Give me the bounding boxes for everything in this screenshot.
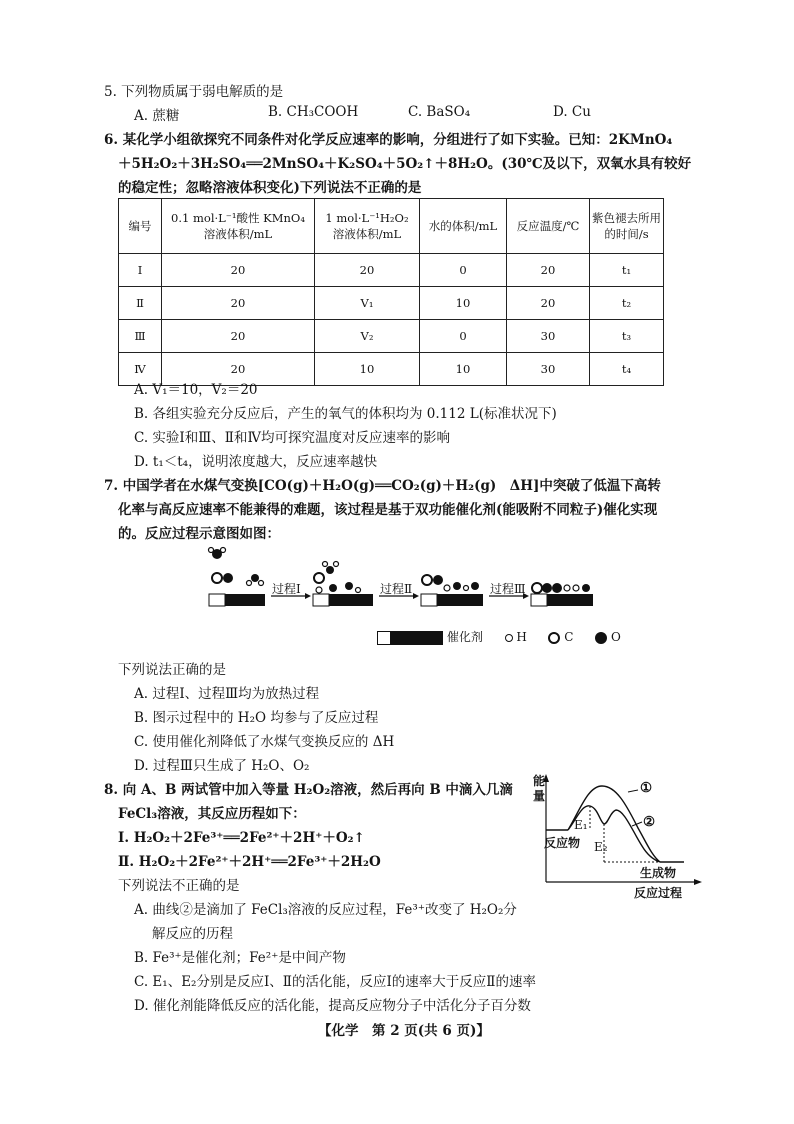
process-label-3: 过程Ⅲ bbox=[490, 582, 526, 596]
q8-option-c: C. E₁、E₂分别是反应Ⅰ、Ⅱ的活化能，反应Ⅰ的速率大于反应Ⅱ的速率 bbox=[134, 974, 536, 990]
catalyst-surface-1 bbox=[209, 573, 265, 606]
q8-option-d: D. 催化剂能降低反应的活化能，提高反应物分子中活化分子百分数 bbox=[134, 998, 531, 1014]
q6-line-3: 的稳定性；忽略溶液体积变化)下列说法不正确的是 bbox=[118, 180, 422, 196]
q5-option-c: C. BaSO₄ bbox=[408, 104, 471, 120]
table-header-cell: 水的体积/mL bbox=[420, 199, 507, 254]
e1-label: E₁ bbox=[574, 818, 588, 832]
table-header-row bbox=[119, 199, 664, 254]
q5-option-b: B. CH₃COOH bbox=[268, 104, 359, 120]
table-cell: Ⅳ bbox=[119, 353, 162, 386]
catalyst-surface-2 bbox=[313, 562, 373, 607]
diagram-legend bbox=[377, 628, 621, 645]
table-header-cell: 1 mol·L⁻¹H₂O₂ 溶液体积/mL bbox=[315, 199, 420, 254]
table-header-cell: 反应温度/℃ bbox=[507, 199, 590, 254]
table-cell: 10 bbox=[315, 353, 420, 386]
table-cell: 30 bbox=[507, 353, 590, 386]
legend-catalyst-label: 催化剂 bbox=[446, 630, 483, 644]
table-cell: t₁ bbox=[590, 254, 664, 287]
table-header-cell: 编号 bbox=[119, 199, 162, 254]
q6-option-b: B. 各组实验充分反应后，产生的氧气的体积均为 0.112 L(标准状况下) bbox=[134, 406, 557, 422]
e2-label: E₂ bbox=[594, 840, 608, 854]
q7-option-c: C. 使用催化剂降低了水煤气变换反应的 ΔH bbox=[134, 734, 395, 750]
x-axis-label: 反应过程 bbox=[634, 886, 683, 900]
arrow-head-icon bbox=[305, 593, 311, 599]
reactant-label: 反应物 bbox=[544, 836, 581, 850]
legend-h-label: H bbox=[516, 630, 527, 644]
table-cell: 20 bbox=[507, 254, 590, 287]
table-cell: 20 bbox=[507, 287, 590, 320]
product-label: 生成物 bbox=[640, 866, 677, 880]
catalyst-surface-4 bbox=[531, 583, 593, 606]
q8-reaction-1: Ⅰ. H₂O₂＋2Fe³⁺══2Fe²⁺＋2H⁺＋O₂↑ bbox=[118, 830, 365, 846]
legend-c-label: C bbox=[564, 630, 574, 644]
arrow-head-icon bbox=[413, 593, 419, 599]
q7-option-b: B. 图示过程中的 H₂O 均参与了反应过程 bbox=[134, 710, 379, 726]
table-cell: V₁ bbox=[315, 287, 420, 320]
table-cell: 30 bbox=[507, 320, 590, 353]
q8-stem: 下列说法不正确的是 bbox=[118, 878, 240, 894]
q8-option-b: B. Fe³⁺是催化剂；Fe²⁺是中间产物 bbox=[134, 950, 346, 966]
y-axis-label-2: 量 bbox=[533, 789, 546, 803]
process-label-2: 过程Ⅱ bbox=[380, 582, 413, 596]
q5-option-d: D. Cu bbox=[553, 104, 591, 120]
legend-o-label: O bbox=[610, 630, 621, 644]
q7-line-3: 的。反应过程示意图如图： bbox=[118, 526, 280, 542]
table-row bbox=[119, 287, 664, 320]
q7-line-1: 7. 中国学者在水煤气变换[CO(g)＋H₂O(g)══CO₂(g)＋H₂(g) ΔH]中突破了低温下高转 bbox=[104, 478, 661, 494]
catalyst-legend-icon bbox=[377, 631, 391, 645]
table-row bbox=[119, 320, 664, 353]
table-cell: 10 bbox=[420, 287, 507, 320]
process-label-1: 过程Ⅰ bbox=[272, 582, 301, 596]
table-cell: t₄ bbox=[590, 353, 664, 386]
table-cell: V₂ bbox=[315, 320, 420, 353]
table-cell: 10 bbox=[420, 353, 507, 386]
table-cell: 20 bbox=[162, 254, 315, 287]
experiment-table bbox=[118, 198, 664, 386]
table-cell: Ⅱ bbox=[119, 287, 162, 320]
q6-option-d: D. t₁＜t₄，说明浓度越大，反应速率越快 bbox=[134, 454, 378, 470]
table-row bbox=[119, 254, 664, 287]
water-molecule-icon bbox=[209, 548, 226, 560]
table-cell: Ⅲ bbox=[119, 320, 162, 353]
table-cell: t₃ bbox=[590, 320, 664, 353]
table-cell: 20 bbox=[162, 353, 315, 386]
curve-2-label: ② bbox=[643, 814, 656, 830]
table-cell: 0 bbox=[420, 254, 507, 287]
q8-option-a-line-1: A. 曲线②是滴加了 FeCl₃溶液的反应过程，Fe³⁺改变了 H₂O₂分 bbox=[134, 902, 517, 918]
table-cell: 0 bbox=[420, 320, 507, 353]
curve-1-leader bbox=[628, 790, 638, 792]
q6-line-2: ＋5H₂O₂＋3H₂SO₄══2MnSO₄＋K₂SO₄＋5O₂↑＋8H₂O。(30℃及以下，双氧水具有较好 bbox=[118, 156, 692, 172]
y-axis-label-1: 能 bbox=[533, 774, 546, 788]
table-cell: 20 bbox=[162, 287, 315, 320]
table-cell: 20 bbox=[315, 254, 420, 287]
x-axis-arrow-icon bbox=[694, 879, 702, 885]
table-cell: Ⅰ bbox=[119, 254, 162, 287]
catalyst-surface-3 bbox=[421, 575, 483, 606]
q6-option-a: A. V₁＝10，V₂＝20 bbox=[134, 382, 258, 398]
q7-line-2: 化率与高反应速率不能兼得的难题，该过程是基于双功能催化剂(能吸附不同粒子)催化实现 bbox=[118, 502, 658, 518]
q7-option-d: D. 过程Ⅲ只生成了 H₂O、O₂ bbox=[134, 758, 310, 774]
q6-line-1: 6. 某化学小组欲探究不同条件对化学反应速率的影响，分组进行了如下实验。已知：2KMnO₄ bbox=[104, 132, 673, 148]
table-cell: t₂ bbox=[590, 287, 664, 320]
q8-line-2: FeCl₃溶液，其反应历程如下： bbox=[118, 806, 306, 822]
hydrogen-atom-icon bbox=[505, 634, 513, 642]
q5-stem: 5. 下列物质属于弱电解质的是 bbox=[104, 84, 284, 100]
q7-option-a: A. 过程Ⅰ、过程Ⅲ均为放热过程 bbox=[134, 686, 320, 702]
q6-option-c: C. 实验Ⅰ和Ⅲ、Ⅱ和Ⅳ均可探究温度对反应速率的影响 bbox=[134, 430, 450, 446]
q8-option-a-line-2: 解反应的历程 bbox=[152, 926, 233, 942]
table-header-cell: 0.1 mol·L⁻¹酸性 KMnO₄ 溶液体积/mL bbox=[162, 199, 315, 254]
q8-line-1: 8. 向 A、B 两试管中加入等量 H₂O₂溶液，然后再向 B 中滴入几滴 bbox=[104, 782, 513, 798]
q8-reaction-2: Ⅱ. H₂O₂＋2Fe²⁺＋2H⁺══2Fe³⁺＋2H₂O bbox=[118, 854, 381, 870]
table-cell: 20 bbox=[162, 320, 315, 353]
oxygen-atom-icon bbox=[595, 632, 607, 644]
carbon-atom-icon bbox=[548, 632, 560, 644]
q7-stem: 下列说法正确的是 bbox=[118, 662, 226, 678]
curve-1-label: ① bbox=[640, 780, 653, 796]
q5-option-a: A. 蔗糖 bbox=[134, 108, 180, 124]
table-header-cell: 紫色褪去所用 的时间/s bbox=[590, 199, 664, 254]
page-footer: 【化学 第 2 页(共 6 页)】 bbox=[318, 1023, 490, 1039]
